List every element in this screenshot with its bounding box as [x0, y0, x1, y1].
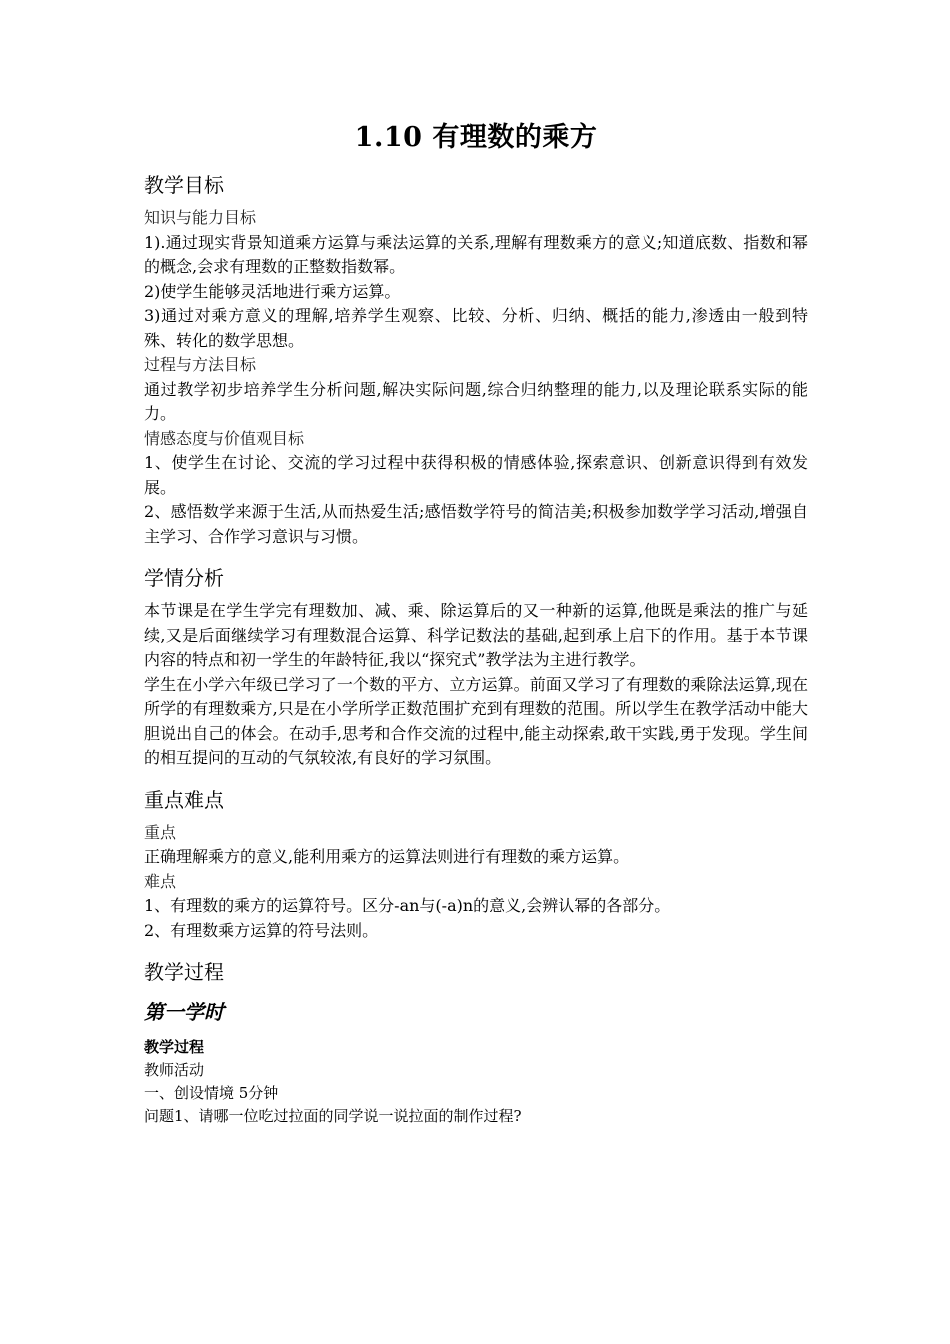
lesson-heading: 第一学时	[144, 1000, 224, 1024]
subheading-difficulty: 难点	[144, 871, 177, 891]
text-line: 问题1、请哪一位吃过拉面的同学说一说拉面的制作过程?	[144, 1107, 522, 1125]
subheading-process: 教学过程	[144, 1038, 205, 1056]
section-heading-objectives: 教学目标	[144, 173, 224, 197]
paragraph: 1).通过现实背景知道乘方运算与乘法运算的关系,理解有理数乘方的意义;知道底数、指数和幂的概念,会求有理数的正整数指数幂。	[144, 232, 808, 276]
paragraph: 正确理解乘方的意义,能利用乘方的运算法则进行有理数的乘方运算。	[144, 847, 630, 866]
paragraph: 2)使学生能够灵活地进行乘方运算。	[144, 281, 401, 301]
section-heading-analysis: 学情分析	[144, 566, 224, 590]
paragraph: 2、有理数乘方运算的符号法则。	[144, 920, 379, 940]
paragraph: 3)通过对乘方意义的理解,培养学生观察、比较、分析、归纳、概括的能力,渗透由一般到特殊、转化的数学思想。	[144, 306, 808, 350]
section-heading-process: 教学过程	[144, 960, 224, 984]
paragraph: 通过教学初步培养学生分析问题,解决实际问题,综合归纳整理的能力,以及理论联系实际的能力。	[144, 379, 808, 423]
subheading-focus: 重点	[144, 822, 177, 842]
document-page	[144, 120, 808, 1128]
section-heading-key-points: 重点难点	[144, 787, 224, 812]
paragraph: 1、使学生在讨论、交流的学习过程中获得积极的情感体验,探索意识、创新意识得到有效发展。	[144, 453, 808, 497]
paragraph: 2、感悟数学来源于生活,从而热爱生活;感悟数学符号的简洁美;积极参加数学学习活动,增强自主学习、合作学习意识与习惯。	[144, 502, 808, 546]
subheading-knowledge: 知识与能力目标	[144, 208, 257, 227]
text-line: 教师活动	[144, 1061, 205, 1079]
paragraph: 1、有理数的乘方的运算符号。区分-an与(-a)n的意义,会辨认幂的各部分。	[144, 896, 671, 915]
paragraph: 本节课是在学生学完有理数加、减、乘、除运算后的又一种新的运算,他既是乘法的推广与延续,又是后面继续学习有理数混合运算、科学记数法的基础,起到承上启下的作用。基于本节课内容的特点和初一学生的年龄特征,我以“探究式”教学法为主进行教学。	[144, 601, 808, 669]
document-title: 1.10 有理数的乘方	[354, 122, 598, 153]
text-line: 一、创设情境 5分钟	[144, 1084, 279, 1102]
subheading-process: 过程与方法目标	[144, 355, 257, 374]
paragraph: 学生在小学六年级已学习了一个数的平方、立方运算。前面又学习了有理数的乘除法运算,现在所学的有理数乘方,只是在小学所学正数范围扩充到有理数的范围。所以学生在教学活动中能大胆说出自己的体会。在动手,思考和合作交流的过程中,能主动探索,敢干实践,勇于发现。学生间的相互提问的互动的气氛较浓,有良好的学习氛围。	[144, 674, 808, 767]
subheading-attitude: 情感态度与价值观目标	[144, 428, 305, 448]
